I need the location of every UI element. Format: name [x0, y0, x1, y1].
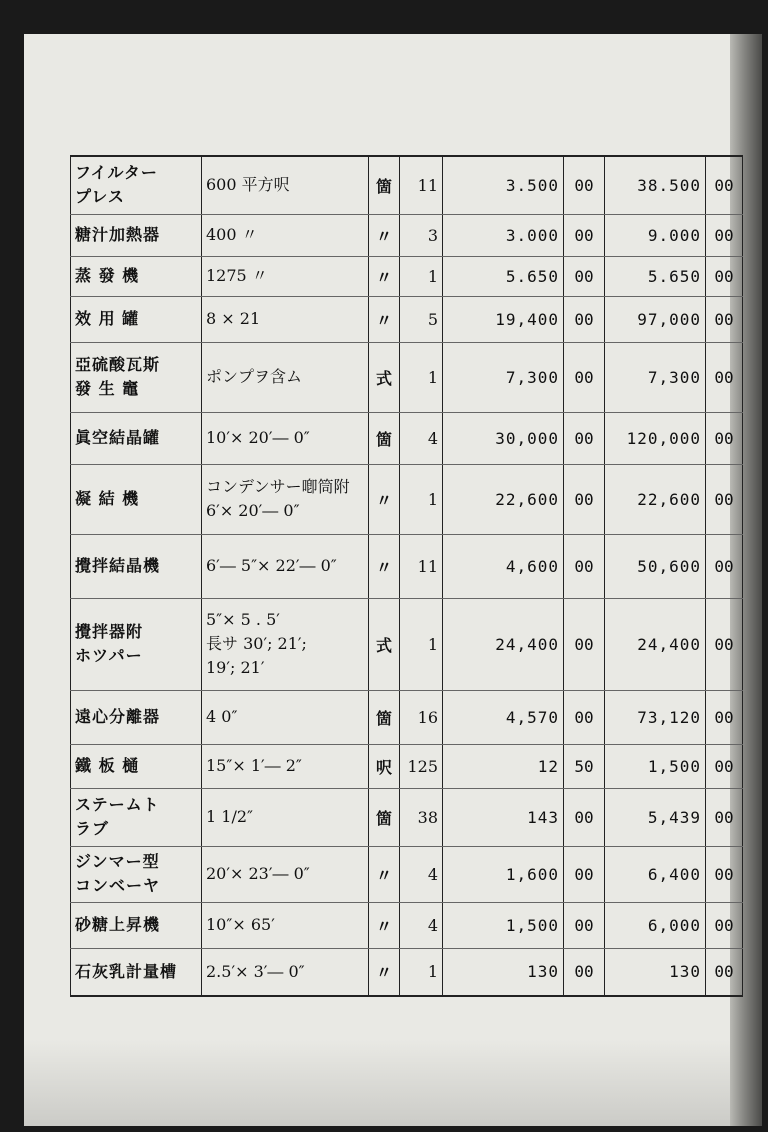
unit-cell: 〃 — [369, 902, 400, 948]
unit-cell: 箇 — [369, 788, 400, 846]
page-shadow — [24, 1040, 730, 1126]
item-name-line: 糖汁加熱器 — [75, 225, 161, 244]
unit-price-sen-cell: 00 — [564, 256, 605, 296]
item-spec-line: 1275 〃 — [206, 266, 268, 285]
item-spec-cell — [202, 256, 369, 296]
item-name-cell — [71, 948, 202, 996]
total-sen-cell: 00 — [706, 156, 743, 214]
item-name-line: 蒸 發 機 — [75, 266, 140, 285]
unit-price-cell: 7,300 — [443, 342, 564, 412]
total-sen-cell: 00 — [706, 256, 743, 296]
unit-price-cell: 5.650 — [443, 256, 564, 296]
total-sen-cell: 00 — [706, 846, 743, 902]
item-spec-line: ポンプヲ含ム — [206, 367, 303, 386]
table-row — [71, 214, 743, 256]
item-spec-cell — [202, 846, 369, 902]
quantity-cell: 1 — [400, 598, 443, 690]
total-sen-cell: 00 — [706, 214, 743, 256]
unit-price-sen-cell: 00 — [564, 342, 605, 412]
unit-price-cell: 3.000 — [443, 214, 564, 256]
item-name-cell — [71, 690, 202, 744]
item-name-line: 攪拌結晶機 — [75, 556, 161, 575]
item-spec-cell — [202, 296, 369, 342]
item-name-cell — [71, 902, 202, 948]
quantity-cell: 1 — [400, 464, 443, 534]
item-spec-line: 5″× 5 . 5′ — [206, 610, 280, 629]
unit-price-cell: 24,400 — [443, 598, 564, 690]
item-name-cell — [71, 846, 202, 902]
item-name-cell — [71, 214, 202, 256]
total-sen-cell: 00 — [706, 598, 743, 690]
total-sen-cell: 00 — [706, 788, 743, 846]
item-name-line: コンベーヤ — [75, 876, 161, 895]
unit-cell: 箇 — [369, 412, 400, 464]
item-spec-cell — [202, 342, 369, 412]
quantity-cell: 1 — [400, 342, 443, 412]
item-spec-line: 6′× 20′― 0″ — [206, 501, 300, 520]
item-spec-line: 15″× 1′― 2″ — [206, 756, 302, 775]
unit-price-cell: 1,600 — [443, 846, 564, 902]
item-spec-cell — [202, 412, 369, 464]
unit-cell: 式 — [369, 598, 400, 690]
item-spec-line: 400 〃 — [206, 225, 258, 244]
item-name-line: 發 生 竈 — [75, 379, 140, 398]
table-row — [71, 296, 743, 342]
item-name-cell — [71, 256, 202, 296]
unit-cell: 〃 — [369, 464, 400, 534]
unit-price-cell: 1,500 — [443, 902, 564, 948]
table-row — [71, 412, 743, 464]
unit-price-sen-cell: 00 — [564, 296, 605, 342]
table-row — [71, 788, 743, 846]
quantity-cell: 4 — [400, 412, 443, 464]
item-name-cell — [71, 788, 202, 846]
total-cell: 24,400 — [605, 598, 706, 690]
unit-price-sen-cell: 00 — [564, 788, 605, 846]
total-sen-cell: 00 — [706, 534, 743, 598]
item-name-line: プレス — [75, 187, 125, 207]
item-name-cell — [71, 342, 202, 412]
unit-cell: 式 — [369, 342, 400, 412]
item-spec-cell — [202, 744, 369, 788]
unit-cell: 〃 — [369, 256, 400, 296]
table-row — [71, 256, 743, 296]
unit-price-sen-cell: 00 — [564, 598, 605, 690]
unit-price-sen-cell: 00 — [564, 156, 605, 214]
item-spec-line: 10′× 20′― 0″ — [206, 428, 310, 447]
total-cell: 9.000 — [605, 214, 706, 256]
total-sen-cell: 00 — [706, 296, 743, 342]
item-spec-line: 19′; 21′ — [206, 658, 265, 677]
unit-price-sen-cell: 00 — [564, 214, 605, 256]
item-spec-line: 600 平方呎 — [206, 175, 290, 195]
quantity-cell: 1 — [400, 256, 443, 296]
item-spec-line: 10″× 65′ — [206, 915, 275, 934]
quantity-cell: 1 — [400, 948, 443, 996]
item-name-line: ステームト — [75, 795, 160, 814]
unit-price-sen-cell: 00 — [564, 902, 605, 948]
total-sen-cell: 00 — [706, 412, 743, 464]
total-sen-cell: 00 — [706, 342, 743, 412]
total-sen-cell: 00 — [706, 464, 743, 534]
item-spec-cell — [202, 948, 369, 996]
table-body — [71, 156, 743, 996]
table-row — [71, 156, 743, 214]
item-name-line: 攪拌器附 — [75, 622, 144, 641]
item-name-cell — [71, 534, 202, 598]
unit-price-sen-cell: 00 — [564, 948, 605, 996]
item-spec-cell — [202, 464, 369, 534]
item-name-cell — [71, 744, 202, 788]
table-row — [71, 342, 743, 412]
table-row — [71, 690, 743, 744]
total-cell: 5,439 — [605, 788, 706, 846]
item-name-line: ジンマー型 — [75, 852, 160, 871]
total-cell: 130 — [605, 948, 706, 996]
table-row — [71, 902, 743, 948]
item-name-cell — [71, 412, 202, 464]
total-cell: 120,000 — [605, 412, 706, 464]
unit-cell: 〃 — [369, 296, 400, 342]
item-name-line: 眞空結晶罐 — [75, 428, 161, 447]
total-cell: 1,500 — [605, 744, 706, 788]
quantity-cell: 3 — [400, 214, 443, 256]
total-cell: 73,120 — [605, 690, 706, 744]
item-name-cell — [71, 598, 202, 690]
total-cell: 97,000 — [605, 296, 706, 342]
unit-cell: 箇 — [369, 156, 400, 214]
total-sen-cell: 00 — [706, 948, 743, 996]
unit-cell: 呎 — [369, 744, 400, 788]
item-spec-line: 20′× 23′― 0″ — [206, 864, 310, 883]
item-spec-line: 8 × 21 — [206, 309, 261, 328]
unit-price-cell: 143 — [443, 788, 564, 846]
total-cell: 22,600 — [605, 464, 706, 534]
item-spec-line: 長サ 30′; 21′; — [206, 634, 307, 653]
unit-price-sen-cell: 00 — [564, 846, 605, 902]
item-name-cell — [71, 296, 202, 342]
item-name-line: 亞硫酸瓦斯 — [75, 355, 161, 374]
total-cell: 7,300 — [605, 342, 706, 412]
item-name-line: 鐵 板 樋 — [75, 756, 140, 775]
total-sen-cell: 00 — [706, 744, 743, 788]
total-sen-cell: 00 — [706, 902, 743, 948]
unit-price-cell: 12 — [443, 744, 564, 788]
item-name-line: フイルター — [75, 163, 158, 183]
total-cell: 6,400 — [605, 846, 706, 902]
unit-price-cell: 22,600 — [443, 464, 564, 534]
quantity-cell: 5 — [400, 296, 443, 342]
equipment-cost-table — [70, 155, 743, 997]
unit-cell: 〃 — [369, 214, 400, 256]
table-row — [71, 464, 743, 534]
item-name-line: 凝 結 機 — [75, 489, 140, 508]
total-cell: 6,000 — [605, 902, 706, 948]
unit-price-sen-cell: 00 — [564, 464, 605, 534]
item-spec-cell — [202, 214, 369, 256]
table-row — [71, 534, 743, 598]
quantity-cell: 4 — [400, 902, 443, 948]
unit-price-cell: 4,600 — [443, 534, 564, 598]
unit-price-cell: 130 — [443, 948, 564, 996]
item-name-cell — [71, 464, 202, 534]
unit-price-sen-cell: 00 — [564, 534, 605, 598]
unit-cell: 〃 — [369, 534, 400, 598]
table-row — [71, 744, 743, 788]
unit-price-sen-cell: 50 — [564, 744, 605, 788]
item-spec-line: 6′― 5″× 22′― 0″ — [206, 556, 337, 575]
unit-price-sen-cell: 00 — [564, 412, 605, 464]
total-cell: 50,600 — [605, 534, 706, 598]
table-row — [71, 846, 743, 902]
item-spec-line: 4 0″ — [206, 707, 238, 726]
total-cell: 5.650 — [605, 256, 706, 296]
item-spec-cell — [202, 690, 369, 744]
item-spec-cell — [202, 598, 369, 690]
item-name-line: 砂糖上昇機 — [75, 915, 161, 934]
quantity-cell: 4 — [400, 846, 443, 902]
unit-cell: 箇 — [369, 690, 400, 744]
unit-price-cell: 30,000 — [443, 412, 564, 464]
unit-price-cell: 4,570 — [443, 690, 564, 744]
item-name-cell — [71, 156, 202, 214]
item-spec-cell — [202, 534, 369, 598]
unit-price-sen-cell: 00 — [564, 690, 605, 744]
table-row — [71, 598, 743, 690]
table-row — [71, 948, 743, 996]
total-cell: 38.500 — [605, 156, 706, 214]
item-spec-line: 2.5′× 3′― 0″ — [206, 961, 305, 981]
item-spec-line: 1 1/2″ — [206, 807, 253, 826]
item-name-line: 效 用 罐 — [75, 309, 140, 328]
quantity-cell: 38 — [400, 788, 443, 846]
item-name-line: 遠心分離器 — [75, 707, 161, 726]
item-name-line: ホツパー — [75, 646, 143, 665]
quantity-cell: 125 — [400, 744, 443, 788]
quantity-cell: 16 — [400, 690, 443, 744]
unit-cell: 〃 — [369, 948, 400, 996]
item-spec-cell — [202, 902, 369, 948]
quantity-cell: 11 — [400, 156, 443, 214]
unit-cell: 〃 — [369, 846, 400, 902]
item-spec-cell — [202, 156, 369, 214]
quantity-cell: 11 — [400, 534, 443, 598]
item-spec-cell — [202, 788, 369, 846]
item-name-line: ラブ — [75, 819, 110, 838]
item-name-line: 石灰乳計量槽 — [75, 961, 178, 981]
item-spec-line: コンデンサー喞筒附 — [206, 477, 350, 496]
total-sen-cell: 00 — [706, 690, 743, 744]
unit-price-cell: 3.500 — [443, 156, 564, 214]
unit-price-cell: 19,400 — [443, 296, 564, 342]
